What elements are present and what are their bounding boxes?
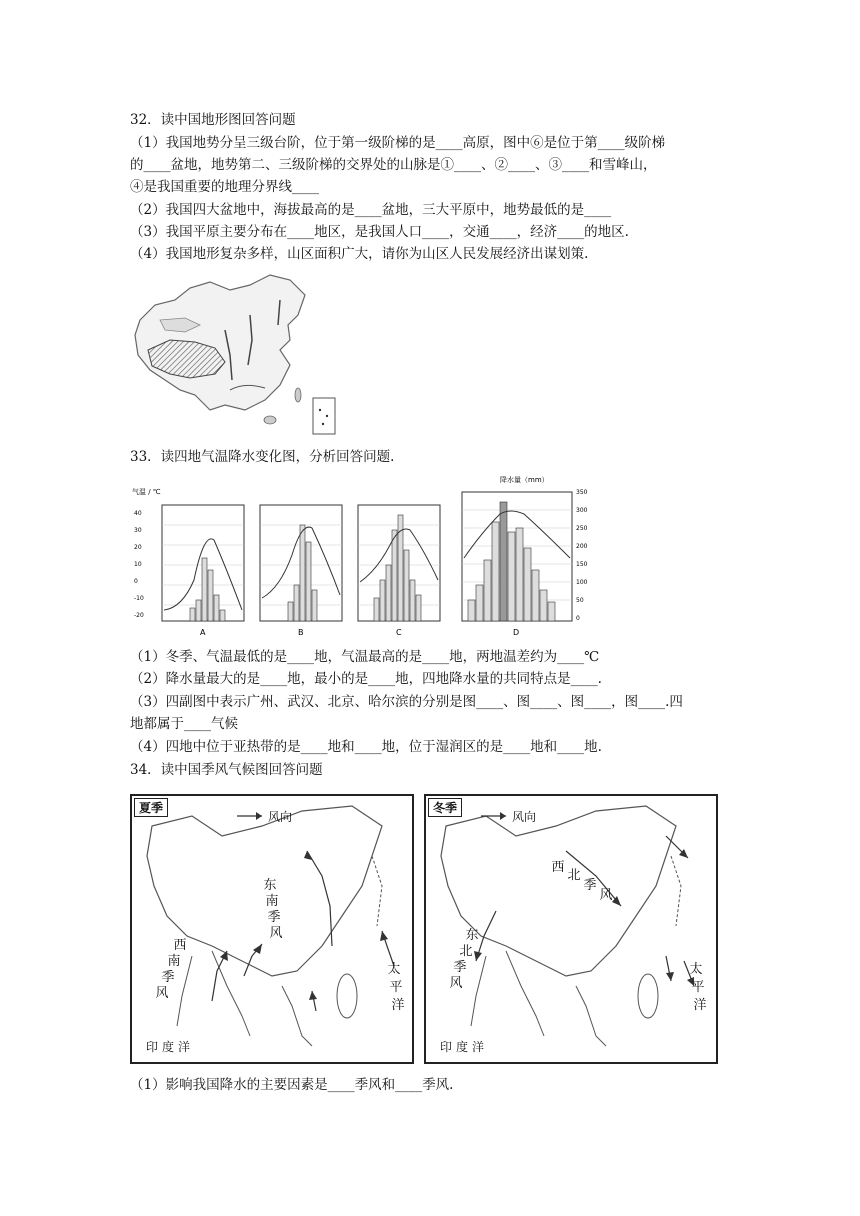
- svg-text:150: 150: [576, 561, 588, 568]
- winter-wind-legend: 风向: [512, 810, 537, 824]
- q33-part2: （2）降水量最大的是____地，最小的是____地，四地降水量的共同特点是____.: [130, 671, 602, 687]
- q33-part3-line1: （3）四副图中表示广州、武汉、北京、哈尔滨的分别是图____、图____、图____，图____.四: [130, 694, 683, 710]
- summer-tag: 夏季: [134, 798, 168, 817]
- q32-part1-line1: （1）我国地势分呈三级台阶，位于第一级阶梯的是____高原，图中⑥是位于第____级阶梯: [130, 135, 666, 151]
- svg-text:20: 20: [134, 544, 142, 551]
- svg-text:100: 100: [576, 579, 588, 586]
- q33-part4: （4）四地中位于亚热带的是____地和____地，位于湿润区的是____地和____地.: [130, 739, 602, 755]
- q34-title: 34．读中国季风气候图回答问题: [130, 762, 323, 778]
- q32-part1-line3: ④是我国重要的地理分界线____: [130, 179, 319, 195]
- svg-text:200: 200: [576, 543, 588, 550]
- svg-text:40: 40: [134, 510, 142, 517]
- climate-charts: [132, 470, 602, 640]
- precipitation-axis-title: 降水量（mm）: [500, 476, 549, 484]
- temperature-axis-title: 气温 / ℃: [132, 488, 161, 496]
- svg-text:-10: -10: [134, 595, 144, 602]
- q32-part3: （3）我国平原主要分布在____地区，是我国人口____，交通____，经济____的地区.: [130, 224, 629, 240]
- summer-monsoon-map: 夏季 风向 东 南 季 风 西 南 季 风 太 平 洋 印度洋: [130, 794, 414, 1064]
- q32-part4: （4）我国地形复杂多样，山区面积广大，请你为山区人民发展经济出谋划策.: [130, 246, 589, 262]
- q33-part1: （1）冬季、气温最低的是____地，气温最高的是____地，两地温差约为____℃: [130, 649, 600, 665]
- summer-indian-ocean-label: 印度洋: [146, 1040, 195, 1054]
- q32-title: 32．读中国地形图回答问题: [130, 112, 296, 128]
- svg-text:50: 50: [576, 597, 584, 604]
- chart-panel-d: [462, 492, 572, 637]
- panel-b-label: B: [298, 628, 304, 637]
- left-axis-ticks: [134, 510, 144, 619]
- q33-title: 33．读四地气温降水变化图，分析回答问题.: [130, 449, 395, 465]
- svg-text:350: 350: [576, 489, 588, 496]
- winter-tag: 冬季: [428, 798, 462, 817]
- svg-text:-20: -20: [134, 612, 144, 619]
- panel-c-label: C: [396, 628, 402, 637]
- q32-part2: （2）我国四大盆地中，海拔最高的是____盆地，三大平原中，地势最低的是____: [130, 202, 612, 218]
- panel-d-label: D: [513, 628, 520, 637]
- q32-part1-line2: 的____盆地，地势第二、三级阶梯的交界处的山脉是①____、②____、③____和雪峰山，: [130, 157, 657, 173]
- svg-text:0: 0: [134, 578, 138, 585]
- chart-panel-c: [358, 505, 440, 637]
- china-terrain-map: [130, 270, 340, 440]
- svg-text:0: 0: [576, 615, 580, 622]
- svg-text:250: 250: [576, 525, 588, 532]
- chart-panel-b: [260, 505, 342, 637]
- svg-text:300: 300: [576, 507, 588, 514]
- svg-text:30: 30: [134, 527, 142, 534]
- right-axis-ticks: [576, 489, 588, 622]
- summer-wind-legend: 风向: [268, 810, 293, 824]
- panel-a-label: A: [200, 628, 206, 637]
- winter-indian-ocean-label: 印度洋: [440, 1040, 489, 1054]
- chart-panel-a: [162, 505, 244, 637]
- q33-part3-line2: 地都属于____气候: [130, 716, 238, 732]
- q34-part1: （1）影响我国降水的主要因素是____季风和____季风.: [130, 1077, 454, 1093]
- winter-monsoon-map: 冬季 风向 西 北 季 风 东 北 季 风 太 平 洋 印度洋: [424, 794, 718, 1064]
- svg-text:10: 10: [134, 561, 142, 568]
